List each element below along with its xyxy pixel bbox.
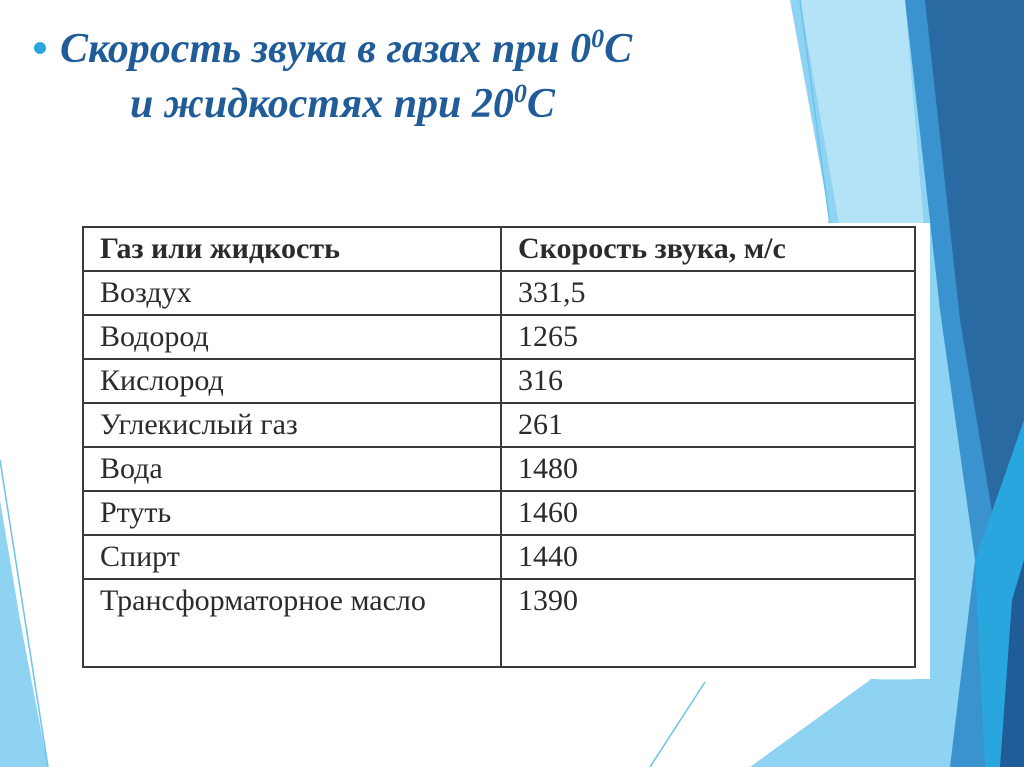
title-suffix-1: С xyxy=(604,26,633,72)
title-superscript-2: 0 xyxy=(513,79,527,108)
sound-speed-table xyxy=(82,226,916,668)
table-row xyxy=(83,491,915,535)
cell-speed: 1265 xyxy=(501,315,915,359)
cell-speed: 1480 xyxy=(501,447,915,491)
cell-substance: Ртуть xyxy=(83,491,501,535)
cell-speed: 1460 xyxy=(501,491,915,535)
title-superscript-1: 0 xyxy=(591,24,605,53)
title-prefix: Скорость звука в газах при 0 xyxy=(60,26,592,72)
decor-shape-bottom-right xyxy=(750,680,930,767)
table-row xyxy=(83,315,915,359)
bullet-icon xyxy=(34,42,46,54)
table-row xyxy=(83,271,915,315)
cell-substance: Вода xyxy=(83,447,501,491)
cell-speed: 261 xyxy=(501,403,915,447)
title-line2-prefix: и жидкостях при 20 xyxy=(130,81,514,127)
title-line-2 xyxy=(34,77,632,132)
cell-speed: 1390 xyxy=(501,579,915,667)
table-row xyxy=(83,359,915,403)
table-row xyxy=(83,403,915,447)
title-line-1 xyxy=(34,22,632,77)
header-speed: Скорость звука, м/с xyxy=(501,227,915,271)
decor-line-3 xyxy=(650,682,705,767)
cell-substance: Углекислый газ xyxy=(83,403,501,447)
cell-substance: Воздух xyxy=(83,271,501,315)
cell-substance: Спирт xyxy=(83,535,501,579)
table-row xyxy=(83,579,915,667)
cell-substance: Кислород xyxy=(83,359,501,403)
table-row xyxy=(83,535,915,579)
cell-substance: Водород xyxy=(83,315,501,359)
cell-speed: 331,5 xyxy=(501,271,915,315)
table-header-row xyxy=(83,227,915,271)
cell-speed: 316 xyxy=(501,359,915,403)
cell-speed: 1440 xyxy=(501,535,915,579)
title-suffix-2: С xyxy=(526,81,555,127)
table-row xyxy=(83,447,915,491)
slide-title xyxy=(34,22,632,132)
decor-shape-bottom-left xyxy=(0,500,48,767)
header-substance: Газ или жидкость xyxy=(83,227,501,271)
table-panel xyxy=(78,223,930,679)
cell-substance: Трансформаторное масло xyxy=(83,579,501,667)
